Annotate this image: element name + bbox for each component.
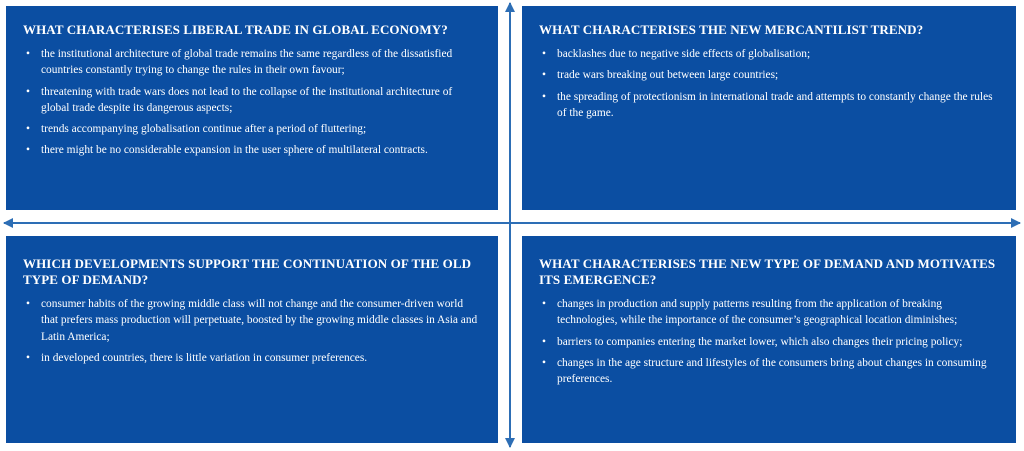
list-item-text: trends accompanying globalisation continue after a period of fluttering; [41,123,367,136]
bullet-icon: • [26,298,30,310]
bullet-icon: • [26,351,30,364]
bullet-icon: • [542,69,546,82]
list-item-text: there might be no considerable expansion in the user sphere of multilateral contracts. [41,144,428,157]
quadrant-heading: WHAT CHARACTERISES LIBERAL TRADE IN GLOBAL ECONOMY? [23,22,448,37]
bullet-icon: • [26,144,30,157]
quadrant-heading: WHAT CHARACTERISES THE NEW TYPE OF DEMAND AND MOTIVATES ITS EMERGENCE? [539,256,996,287]
list-item [539,334,998,350]
quadrant-liberal-trade [6,6,498,210]
list-item-text: consumer habits of the growing middle class will not change and the consumer-driven world that prefers mass production will perpetuate, boosted by the growing middle classes in Asia and Latin America; [41,298,478,343]
bullet-list [539,46,998,121]
list-item [539,296,998,329]
list-item-text: backlashes due to negative side effects of globalisation; [557,48,811,60]
bullet-icon: • [26,123,30,136]
list-item-text: trade wars breaking out between large countries; [557,69,779,82]
list-item [23,121,480,137]
bullet-list [23,46,480,159]
list-item-text: barriers to companies entering the market lower, which also changes their pricing policy; [557,335,963,348]
bullet-icon: • [542,48,546,60]
bullet-icon: • [26,85,30,98]
list-item [23,84,480,117]
list-item-text: threatening with trade wars does not lead to the collapse of the institutional architecture of global trade despite its dangerous aspects; [41,85,453,114]
bullet-icon: • [542,356,546,369]
quadrant-new-mercantilist-trend [522,6,1016,210]
list-item-text: the institutional architecture of global trade remains the same regardless of the dissatisfied countries constantly trying to change the rules in their own favour; [41,48,453,77]
list-item [23,142,480,158]
list-item-text: the spreading of protectionism in international trade and attempts to constantly change the rules of the game. [557,90,993,119]
bullet-list [539,296,998,387]
quadrant-heading: WHAT CHARACTERISES THE NEW MERCANTILIST TREND? [539,22,924,37]
bullet-icon: • [542,298,546,310]
list-item [23,350,480,366]
bullet-icon: • [542,335,546,348]
list-item [23,296,480,345]
bullet-icon: • [542,90,546,103]
list-item [539,67,998,83]
quadrant-new-type-of-demand [522,236,1016,443]
quadrant-old-type-of-demand [6,236,498,443]
bullet-icon: • [26,48,30,60]
list-item [539,89,998,122]
list-item-text: in developed countries, there is little variation in consumer preferences. [41,351,368,364]
bullet-list [23,296,480,366]
list-item-text: changes in production and supply patterns resulting from the application of breaking technologies, while the importance of the consumer’s geographical location diminishes; [557,298,958,327]
list-item [539,46,998,62]
quadrant-heading: WHICH DEVELOPMENTS SUPPORT THE CONTINUATION OF THE OLD TYPE OF DEMAND? [23,256,472,287]
list-item-text: changes in the age structure and lifestyles of the consumers bring about changes in consuming preferences. [557,356,987,386]
list-item [23,46,480,79]
list-item [539,355,998,388]
